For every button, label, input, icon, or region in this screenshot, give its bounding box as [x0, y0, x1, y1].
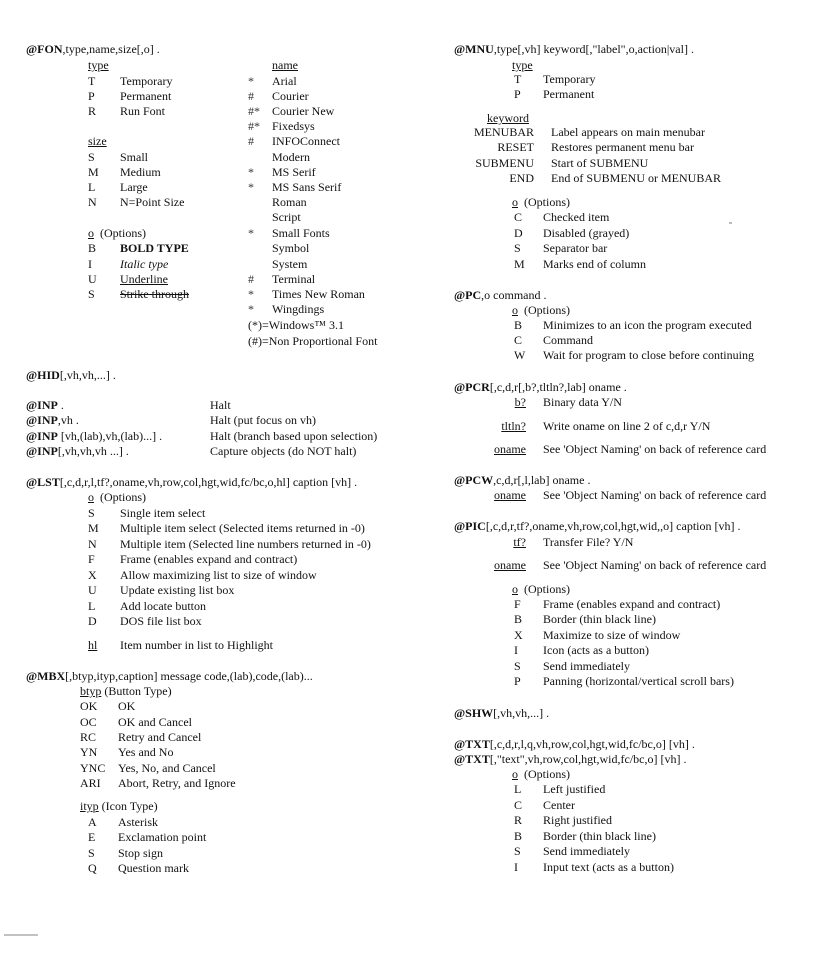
- fon-size-desc: Large: [120, 180, 148, 194]
- mnu-command: @MNU: [454, 42, 494, 56]
- pcr-param-code: b?: [514, 395, 526, 409]
- mbx-btyp-desc: Yes and No: [118, 745, 174, 759]
- pic-options-code: o: [512, 582, 518, 596]
- mnu-type-desc: Permanent: [543, 87, 595, 101]
- fon-name: MS Sans Serif: [272, 180, 342, 194]
- fon-name: MS Serif: [272, 165, 316, 179]
- fon-name-mark: #*: [248, 104, 260, 118]
- fon-option-desc: Italic type: [120, 257, 169, 271]
- pic-option-desc: Icon (acts as a button): [543, 643, 649, 657]
- mnu-keyword-code: MENUBAR: [473, 125, 534, 139]
- shw-syntax: [454, 706, 549, 720]
- scan-mark: [4, 934, 38, 936]
- pic-option-desc: Maximize to size of window: [543, 628, 681, 642]
- inp-desc: Capture objects (do NOT halt): [210, 444, 357, 458]
- mbx-btyp-desc: OK and Cancel: [118, 715, 192, 729]
- mnu-option-code: D: [514, 226, 523, 240]
- fon-type-code: T: [88, 74, 96, 88]
- fon-name: Arial: [272, 74, 297, 88]
- fon-size-desc: Medium: [120, 165, 161, 179]
- fon-option-code: S: [88, 287, 95, 301]
- txt-option-desc: Send immediately: [543, 844, 630, 858]
- fon-options-label: (Options): [100, 226, 146, 240]
- pic-option-code: I: [514, 643, 518, 657]
- mbx-ityp-heading: [80, 799, 158, 813]
- lst-options-code: o: [88, 490, 94, 504]
- hid-syntax: [26, 368, 116, 382]
- mbx-btyp-code: OC: [80, 715, 97, 729]
- txt-options-heading: [512, 767, 570, 781]
- fon-size-desc: Small: [120, 150, 149, 164]
- mbx-btyp-code: YNC: [80, 761, 106, 775]
- txt-options-code: o: [512, 767, 518, 781]
- pic-param-code: oname: [494, 558, 526, 572]
- fon-name-mark: *: [248, 74, 254, 88]
- fon-name-mark: #: [248, 134, 254, 148]
- scan-dot: [729, 222, 732, 224]
- mbx-ityp-desc: Asterisk: [118, 815, 158, 829]
- pic-param-desc: Transfer File? Y/N: [543, 535, 634, 549]
- pc-args: ,o command .: [481, 288, 547, 302]
- pic-param-code: tf?: [513, 535, 526, 549]
- inp-syntax: [26, 398, 64, 412]
- fon-type-desc: Temporary: [120, 74, 173, 88]
- pcw-param-code: oname: [494, 488, 526, 502]
- mnu-options-code: o: [512, 195, 518, 209]
- fon-size-code: L: [88, 180, 96, 194]
- mbx-btyp-code: OK: [80, 699, 98, 713]
- txt-options-label: (Options): [524, 767, 570, 781]
- mbx-btyp-code: btyp: [80, 684, 102, 698]
- fon-name: Times New Roman: [272, 287, 365, 301]
- inp-command: @INP: [26, 413, 58, 427]
- txt-command: @TXT: [454, 737, 490, 751]
- mbx-ityp-label: (Icon Type): [101, 799, 158, 813]
- pcr-param-code: oname: [494, 442, 526, 456]
- inp-syntax: [26, 413, 79, 427]
- txt-option-code: L: [514, 782, 522, 796]
- pic-options-heading: [512, 582, 570, 596]
- mbx-ityp-desc: Stop sign: [118, 846, 164, 860]
- inp-args: .: [57, 398, 64, 412]
- fon-name: INFOConnect: [272, 134, 340, 148]
- mbx-btyp-desc: Yes, No, and Cancel: [118, 761, 216, 775]
- inp-command: @INP: [26, 444, 58, 458]
- lst-option-code: N: [88, 537, 97, 551]
- lst-option-desc: Single item select: [120, 506, 206, 520]
- lst-options-heading: [88, 490, 146, 504]
- fon-name: Roman: [272, 195, 307, 209]
- fon-options-code: o: [88, 226, 94, 240]
- fon-name-mark: *: [248, 165, 254, 179]
- lst-option-desc: Add locate button: [120, 599, 206, 613]
- mnu-option-desc: Separator bar: [543, 241, 608, 255]
- mbx-ityp-desc: Exclamation point: [118, 830, 207, 844]
- mbx-args: [,btyp,ityp,caption] message code,(lab),code,(lab)...: [65, 669, 313, 683]
- mbx-btyp-label: (Button Type): [104, 684, 172, 698]
- hid-command: @HID: [26, 368, 60, 382]
- txt-syntax: [454, 752, 686, 766]
- pc-options-label: (Options): [524, 303, 570, 317]
- lst-option-code: L: [88, 599, 96, 613]
- fon-type-desc: Permanent: [120, 89, 172, 103]
- lst-option-code: S: [88, 506, 95, 520]
- mnu-option-code: C: [514, 210, 523, 224]
- pc-option-desc: Command: [543, 333, 593, 347]
- fon-option-code: I: [88, 257, 92, 271]
- lst-option-code: U: [88, 583, 97, 597]
- mnu-keyword-desc: Restores permanent menu bar: [551, 140, 694, 154]
- txt-option-desc: Center: [543, 798, 575, 812]
- mnu-option-code: M: [514, 257, 525, 271]
- mnu-args: ,type[,vh] keyword[,"label",o,action|val] .: [493, 42, 694, 56]
- inp-syntax: [26, 444, 129, 458]
- lst-option-code: X: [88, 568, 97, 582]
- pic-option-desc: Panning (horizontal/vertical scroll bars): [543, 674, 734, 688]
- mnu-option-desc: Disabled (grayed): [543, 226, 630, 240]
- mbx-ityp-code: E: [88, 830, 96, 844]
- fon-type-code: R: [88, 104, 97, 118]
- mbx-ityp-code: Q: [88, 861, 97, 875]
- fon-size-code: N: [88, 195, 97, 209]
- fon-name-mark: #: [248, 89, 254, 103]
- fon-note-windows: (*)=Windows™ 3.1: [248, 318, 345, 332]
- mnu-option-desc: Checked item: [543, 210, 610, 224]
- inp-command: @INP: [26, 429, 58, 443]
- mbx-ityp-code: A: [88, 815, 97, 829]
- pc-syntax: [454, 288, 547, 302]
- pcw-command: @PCW: [454, 473, 494, 487]
- lst-args: [,c,d,r,l,tf?,oname,vh,row,col,hgt,wid,fc/bc,o,hl] caption [vh] .: [59, 475, 358, 489]
- pcw-args: ,c,d,r[,l,lab] oname .: [493, 473, 591, 487]
- mbx-btyp-code: RC: [80, 730, 97, 744]
- inp-desc: Halt (branch based upon selection): [210, 429, 378, 443]
- fon-size-heading: size: [88, 134, 107, 148]
- inp-syntax: [26, 429, 162, 443]
- txt-option-code: S: [514, 844, 521, 858]
- mnu-keyword-code: RESET: [497, 140, 534, 154]
- fon-option-code: B: [88, 241, 97, 255]
- mnu-options-heading: [512, 195, 570, 209]
- pc-option-desc: Minimizes to an icon the program executed: [543, 318, 752, 332]
- pic-option-code: S: [514, 659, 521, 673]
- txt-args: [,"text",vh,row,col,hgt,wid,fc/bc,o] [vh] .: [489, 752, 687, 766]
- mnu-keyword-code: END: [509, 171, 534, 185]
- mnu-keyword-desc: Label appears on main menubar: [551, 125, 705, 139]
- pcr-param-desc: Binary data Y/N: [543, 395, 622, 409]
- mnu-keyword-heading: keyword: [487, 111, 529, 125]
- pic-command: @PIC: [454, 519, 486, 533]
- pic-param-desc: See 'Object Naming' on back of reference card: [543, 558, 767, 572]
- mbx-btyp-desc: Abort, Retry, and Ignore: [118, 776, 236, 790]
- txt-option-desc: Right justified: [543, 813, 612, 827]
- shw-command: @SHW: [454, 706, 494, 720]
- fon-name-mark: #: [248, 272, 254, 286]
- fon-size-code: M: [88, 165, 99, 179]
- pc-option-desc: Wait for program to close before continuing: [543, 348, 754, 362]
- fon-option-desc: BOLD TYPE: [120, 241, 189, 255]
- pcr-syntax: [454, 380, 627, 394]
- pic-option-desc: Frame (enables expand and contract): [543, 597, 721, 611]
- fon-name: Terminal: [272, 272, 316, 286]
- mnu-options-label: (Options): [524, 195, 570, 209]
- mbx-syntax: [26, 669, 313, 683]
- fon-name-mark: *: [248, 226, 254, 240]
- fon-name-heading: name: [272, 58, 298, 72]
- txt-option-code: B: [514, 829, 523, 843]
- inp-command: @INP: [26, 398, 58, 412]
- fon-name: Courier New: [272, 104, 335, 118]
- mnu-keyword-desc: End of SUBMENU or MENUBAR: [551, 171, 722, 185]
- mnu-type-code: T: [514, 72, 522, 86]
- lst-hl-desc: Item number in list to Highlight: [120, 638, 273, 652]
- mnu-option-desc: Marks end of column: [543, 257, 646, 271]
- inp-args: [vh,(lab),vh,(lab)...] .: [57, 429, 163, 443]
- pic-options-label: (Options): [524, 582, 570, 596]
- txt-command: @TXT: [454, 752, 490, 766]
- fon-option-desc: Strike through: [120, 287, 189, 301]
- shw-args: [,vh,vh,...] .: [493, 706, 550, 720]
- inp-desc: Halt: [210, 398, 231, 412]
- pic-option-code: X: [514, 628, 523, 642]
- pc-option-code: C: [514, 333, 523, 347]
- pc-options-code: o: [512, 303, 518, 317]
- pc-option-code: W: [514, 348, 526, 362]
- lst-syntax: [26, 475, 357, 489]
- fon-name-mark: *: [248, 180, 254, 194]
- mbx-ityp-code: S: [88, 846, 95, 860]
- pcw-param-desc: See 'Object Naming' on back of reference card: [543, 488, 767, 502]
- pcr-param-code: tltln?: [501, 419, 526, 433]
- pic-option-desc: Send immediately: [543, 659, 630, 673]
- lst-option-desc: DOS file list box: [120, 614, 202, 628]
- fon-note-nonproportional: (#)=Non Proportional Font: [248, 334, 378, 348]
- mnu-type-desc: Temporary: [543, 72, 596, 86]
- fon-name: Symbol: [272, 241, 310, 255]
- pic-syntax: [454, 519, 741, 533]
- fon-name: Small Fonts: [272, 226, 330, 240]
- lst-option-desc: Multiple item select (Selected items returned in -0): [120, 521, 365, 535]
- txt-option-code: C: [514, 798, 523, 812]
- txt-option-desc: Border (thin black line): [543, 829, 656, 843]
- fon-size-code: S: [88, 150, 95, 164]
- txt-option-code: R: [514, 813, 523, 827]
- fon-name-mark: #*: [248, 119, 260, 133]
- mnu-keyword-code: SUBMENU: [475, 156, 534, 170]
- lst-command: @LST: [26, 475, 60, 489]
- mbx-btyp-heading: [80, 684, 172, 698]
- pcr-param-desc: Write oname on line 2 of c,d,r Y/N: [543, 419, 711, 433]
- fon-size-desc: N=Point Size: [120, 195, 185, 209]
- lst-options-label: (Options): [100, 490, 146, 504]
- lst-option-desc: Update existing list box: [120, 583, 235, 597]
- pc-command: @PC: [454, 288, 482, 302]
- pcr-command: @PCR: [454, 380, 490, 394]
- fon-option-desc: Underline: [120, 272, 168, 286]
- txt-syntax: [454, 737, 695, 751]
- mbx-btyp-code: YN: [80, 745, 98, 759]
- lst-hl-code: hl: [88, 638, 98, 652]
- lst-option-desc: Multiple item (Selected line numbers returned in -0): [120, 537, 371, 551]
- mnu-syntax: [454, 42, 694, 56]
- mnu-type-heading: type: [512, 58, 533, 72]
- fon-option-code: U: [88, 272, 97, 286]
- fon-name: Wingdings: [272, 302, 325, 316]
- txt-option-desc: Input text (acts as a button): [543, 860, 674, 874]
- fon-type-desc: Run Font: [120, 104, 166, 118]
- fon-name: Modern: [272, 150, 310, 164]
- pic-args: [,c,d,r,tf?,oname,vh,row,col,hgt,wid,,o] caption [vh] .: [485, 519, 741, 533]
- fon-args: ,type,name,size[,o] .: [62, 42, 160, 56]
- inp-desc: Halt (put focus on vh): [210, 413, 316, 427]
- pcr-args: [,c,d,r[,b?,tltln?,lab] oname .: [489, 380, 627, 394]
- pic-option-code: F: [514, 597, 521, 611]
- txt-option-code: I: [514, 860, 518, 874]
- fon-type-code: P: [88, 89, 95, 103]
- mnu-keyword-desc: Start of SUBMENU: [551, 156, 649, 170]
- mbx-btyp-code: ARI: [80, 776, 101, 790]
- fon-syntax: [26, 42, 160, 56]
- fon-name: Courier: [272, 89, 309, 103]
- mnu-option-code: S: [514, 241, 521, 255]
- fon-name: Fixedsys: [272, 119, 315, 133]
- lst-option-code: M: [88, 521, 99, 535]
- inp-args: [,vh,vh,vh ...] .: [57, 444, 129, 458]
- fon-command: @FON: [26, 42, 63, 56]
- fon-type-heading: type: [88, 58, 109, 72]
- txt-option-desc: Left justified: [543, 782, 606, 796]
- mnu-type-code: P: [514, 87, 521, 101]
- txt-args: [,c,d,r,l,q,vh,row,col,hgt,wid,fc/bc,o] [vh] .: [489, 737, 695, 751]
- fon-options-heading: [88, 226, 146, 240]
- fon-name: System: [272, 257, 308, 271]
- mbx-command: @MBX: [26, 669, 66, 683]
- hid-args: [,vh,vh,...] .: [59, 368, 116, 382]
- pc-option-code: B: [514, 318, 523, 332]
- fon-name-mark: *: [248, 287, 254, 301]
- pic-option-code: B: [514, 612, 523, 626]
- pic-option-desc: Border (thin black line): [543, 612, 656, 626]
- pc-options-heading: [512, 303, 570, 317]
- lst-option-desc: Allow maximizing list to size of window: [120, 568, 317, 582]
- lst-option-desc: Frame (enables expand and contract): [120, 552, 298, 566]
- fon-name-mark: *: [248, 302, 254, 316]
- mbx-btyp-desc: Retry and Cancel: [118, 730, 202, 744]
- mbx-btyp-desc: OK: [118, 699, 136, 713]
- pcw-syntax: [454, 473, 590, 487]
- lst-option-code: F: [88, 552, 95, 566]
- inp-args: ,vh .: [57, 413, 79, 427]
- lst-option-code: D: [88, 614, 97, 628]
- mbx-ityp-desc: Question mark: [118, 861, 189, 875]
- pic-option-code: P: [514, 674, 521, 688]
- mbx-ityp-code: ityp: [80, 799, 99, 813]
- fon-name: Script: [272, 210, 301, 224]
- pcr-param-desc: See 'Object Naming' on back of reference card: [543, 442, 767, 456]
